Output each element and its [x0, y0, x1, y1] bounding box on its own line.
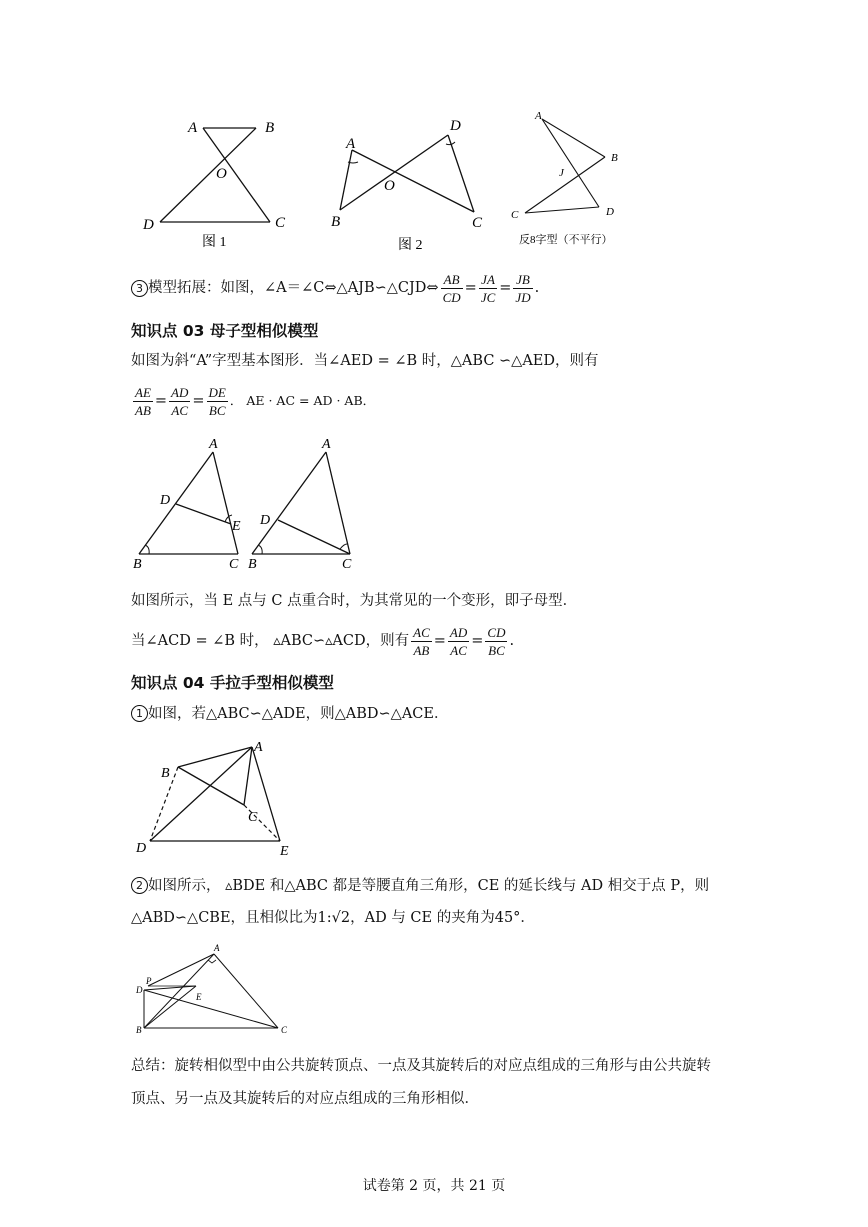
figure-2-butterfly	[320, 110, 500, 255]
label-B: B	[331, 214, 341, 230]
label-C: C	[511, 209, 519, 221]
caption: 反8字型（不平行）	[519, 234, 613, 246]
label-A: A	[535, 110, 542, 122]
figure-mother-child-a	[125, 432, 255, 572]
section-03-title: 知识点 03 母子型相似模型	[131, 322, 319, 340]
figure-hand-in-hand	[128, 735, 308, 860]
label-A: A	[209, 437, 218, 452]
figure-mother-child-b	[240, 432, 370, 572]
label-J: J	[559, 167, 564, 179]
label-B: B	[248, 557, 257, 572]
label-O: O	[384, 178, 395, 194]
caption: 图 1	[202, 235, 227, 250]
section-03-ratios: $\frac{AE}{AB}$ = $\frac{AD}{AC}$ = $\frac{DE}{BC}$ ． AE · AC = AD · AB．	[135, 384, 376, 418]
section-04-item1: 1 如图，若△ABC∽△ADE，则△ABD∽△ACE．	[131, 704, 448, 724]
summary-line2: 顶点、另一点及其旋转后的对应点组成的三角形相似．	[131, 1091, 479, 1107]
fraction-jb-jd: $\frac{JB}{JD}$	[515, 271, 531, 305]
section-04-item2-line2: △ABD∽△CBE，且相似比为1:√2，AD 与 CE 的夹角为45°．	[131, 910, 535, 926]
model-extension-text: 模型拓展：如图，∠A＝∠C⇔△AJB∽△CJD⇔	[148, 280, 439, 296]
figure-3-reverse-8	[505, 105, 665, 250]
caption: 图 2	[398, 238, 423, 253]
section-03-line3: 当∠ACD = ∠B 时， ▵ABC∽▵ACD，则有 $\frac{AC}{AB}$ = $\frac{AD}{AC}$ = $\frac{CD}{BC}$ .	[131, 624, 515, 658]
label-A: A	[188, 120, 198, 136]
label-C: C	[248, 810, 258, 825]
label-C: C	[472, 215, 483, 231]
fraction-ae-ab: $\frac{AE}{AB}$	[135, 384, 151, 418]
circled-number: 2	[131, 877, 148, 894]
section-04-item2-line1: 2 如图所示， ▵BDE 和△ABC 都是等腰直角三角形，CE 的延长线与 AD 相交于点 P，则	[131, 876, 709, 896]
label-A: A	[346, 136, 356, 152]
label-C: C	[229, 557, 239, 572]
label-B: B	[265, 120, 275, 136]
label-A: A	[214, 943, 220, 953]
fraction-ja-jc: $\frac{JA}{JC}$	[480, 271, 496, 305]
label-D: D	[160, 493, 171, 508]
circled-number: 3	[131, 280, 148, 297]
label-C: C	[281, 1025, 288, 1035]
label-E: E	[280, 844, 289, 859]
fraction-ab-cd: $\frac{AB}{CD}$	[442, 271, 461, 305]
section-03-line2: 如图所示，当 E 点与 C 点重合时，为其常见的一个变形，即子母型．	[131, 593, 578, 609]
section-03-line1: 如图为斜“A”字型基本图形．当∠AED = ∠B 时，△ABC ∽△AED，则有	[131, 353, 599, 369]
label-E: E	[232, 519, 241, 534]
label-O: O	[216, 166, 227, 182]
fraction-ad-ac: $\frac{AD}{AC}$	[449, 624, 468, 658]
figure-isosceles-right-triangles	[128, 940, 298, 1040]
label-B: B	[136, 1025, 142, 1035]
label-B: B	[133, 557, 142, 572]
fraction-cd-bc: $\frac{CD}{BC}$	[487, 624, 506, 658]
product-relation: ． AE · AC = AD · AB．	[229, 393, 376, 408]
label-D: D	[143, 217, 154, 233]
label-D: D	[260, 513, 271, 528]
model-extension-line: 3 模型拓展：如图，∠A＝∠C⇔△AJB∽△CJD⇔ $\frac{AB}{CD}$ = $\frac{JA}{JC}$ = $\frac{JB}{JD}$ .	[131, 270, 539, 306]
label-C: C	[342, 557, 352, 572]
fraction-de-bc: $\frac{DE}{BC}$	[208, 384, 226, 418]
label-D: D	[606, 206, 614, 218]
figure-1-hourglass	[130, 110, 300, 255]
label-B: B	[161, 766, 170, 781]
label-A: A	[254, 740, 263, 755]
section-04-title: 知识点 04 手拉手型相似模型	[131, 674, 334, 692]
circled-number: 1	[131, 705, 148, 722]
label-D: D	[450, 118, 461, 134]
label-P: P	[146, 976, 152, 986]
page-footer: 试卷第 2 页，共 21 页	[362, 1178, 506, 1194]
label-C: C	[275, 215, 286, 231]
label-B: B	[611, 152, 618, 164]
label-A: A	[322, 437, 331, 452]
fraction-ac-ab: $\frac{AC}{AB}$	[413, 624, 430, 658]
label-D: D	[136, 841, 147, 856]
summary-line1: 总结：旋转相似型中由公共旋转顶点、一点及其旋转后的对应点组成的三角形与由公共旋转	[131, 1058, 711, 1074]
fraction-ad-ac: $\frac{AD}{AC}$	[171, 384, 189, 418]
label-D: D	[136, 985, 143, 995]
label-E: E	[196, 992, 202, 1002]
